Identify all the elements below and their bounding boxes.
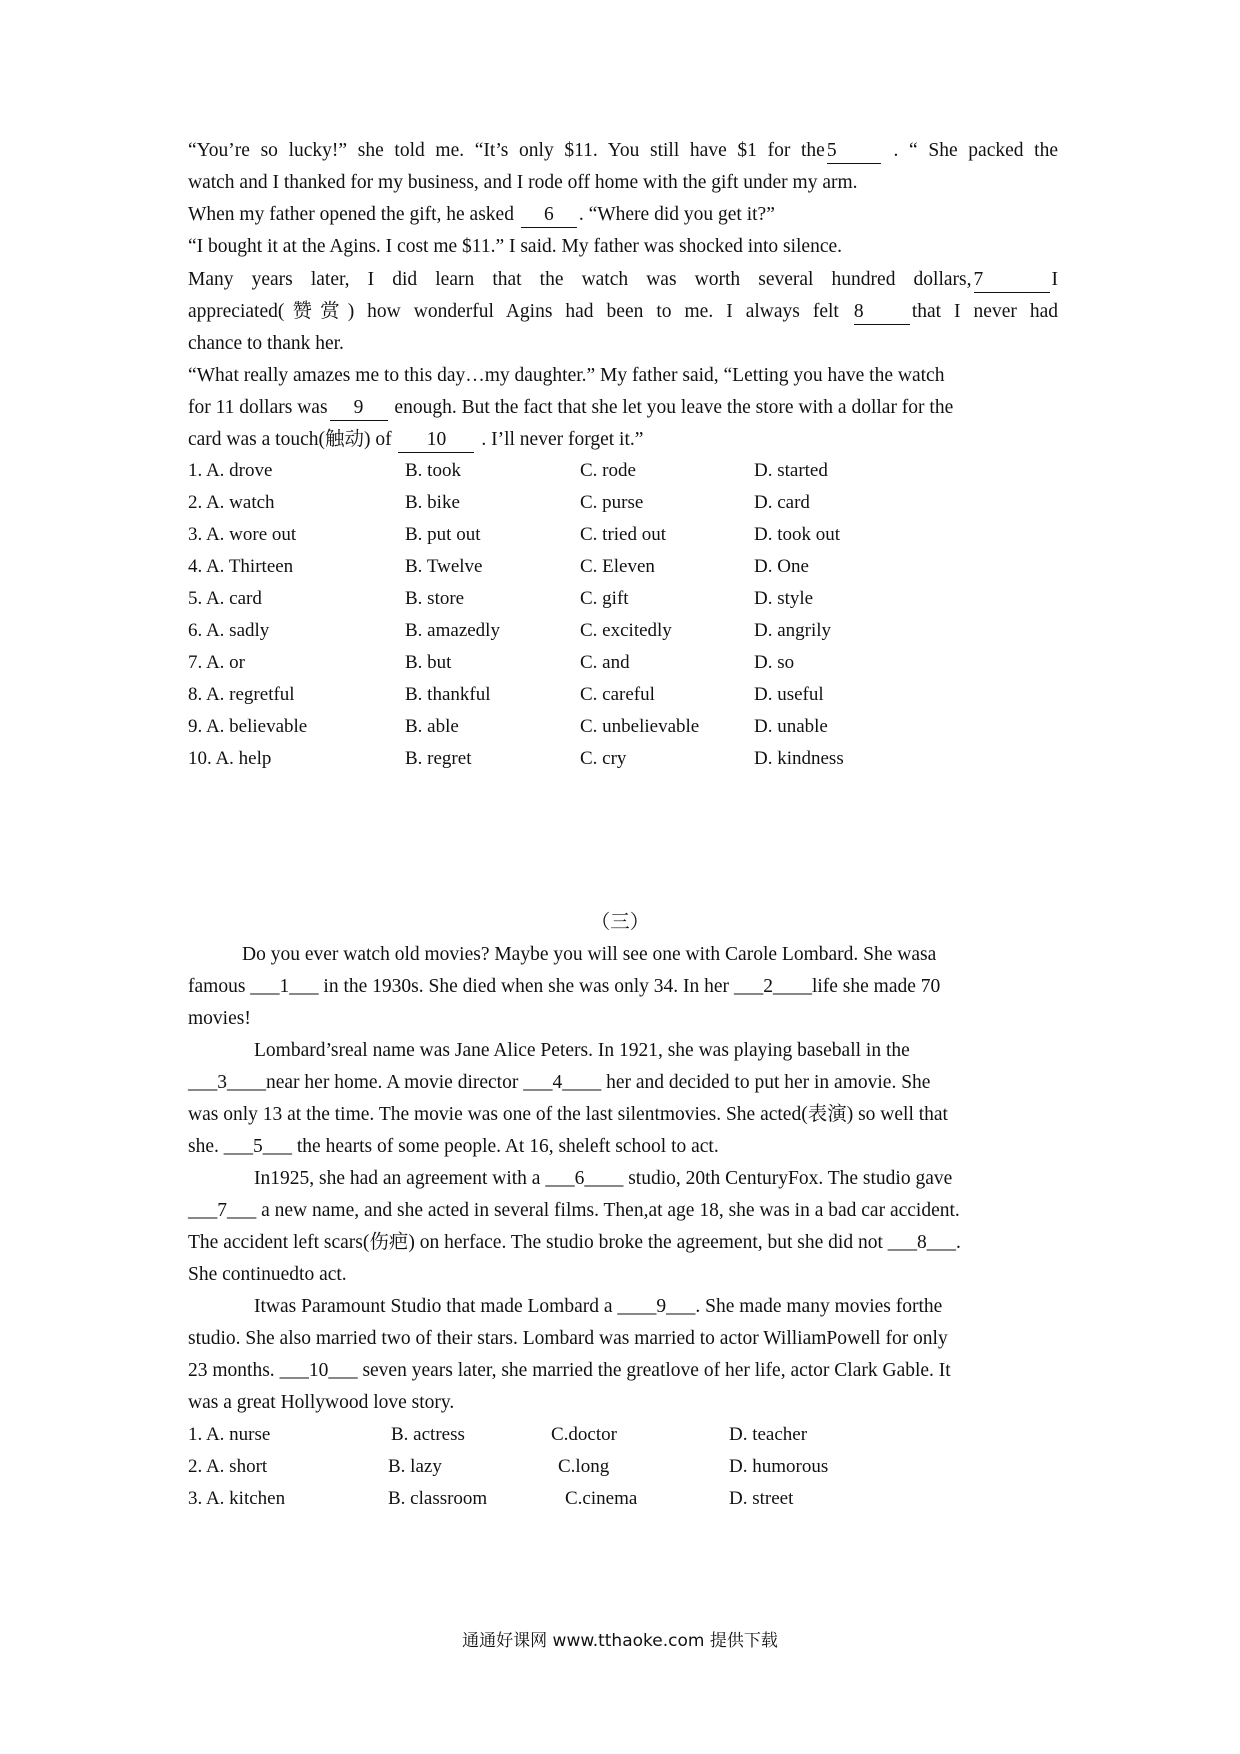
option-a[interactable]: 5. A. card <box>188 588 262 609</box>
option-b[interactable]: B. amazedly <box>405 620 500 641</box>
option-d[interactable]: D. street <box>729 1488 794 1509</box>
option-d[interactable]: D. card <box>754 492 810 513</box>
blank[interactable]: ___3____ <box>188 1072 266 1093</box>
blank[interactable]: ___6____ <box>545 1168 624 1189</box>
option-row <box>188 549 1088 585</box>
passage-line: Many years later, I did learn that the watch was worth several hundred dollars, 7 I <box>188 262 1058 298</box>
option-c[interactable]: C. gift <box>580 588 629 609</box>
option-a[interactable]: 8. A. regretful <box>188 684 295 705</box>
option-row <box>188 613 1088 649</box>
passage-line: “You’re so lucky!” she told me. “It’s only $11. You still have $1 for the 5 . “ She packed the <box>188 133 1058 169</box>
option-b[interactable]: B. regret <box>405 748 472 769</box>
option-a[interactable]: 1. A. nurse <box>188 1424 271 1445</box>
option-row <box>188 1417 1088 1453</box>
option-c[interactable]: C. careful <box>580 684 655 705</box>
option-b[interactable]: B. able <box>405 716 459 737</box>
passage-line: was only 13 at the time. The movie was one of the last silentmovies. She acted(表演) so well that <box>188 1104 948 1125</box>
option-b[interactable]: B. thankful <box>405 684 491 705</box>
option-a[interactable]: 9. A. believable <box>188 716 308 737</box>
option-d[interactable]: D. unable <box>754 716 828 737</box>
option-d[interactable]: D. so <box>754 652 795 673</box>
passage-line: chance to thank her. <box>188 333 344 354</box>
passage-line: ___7___ a new name, and she acted in several films. Then,at age 18, she was in a bad car accident. <box>188 1200 960 1221</box>
option-d[interactable]: D. angrily <box>754 620 832 641</box>
passage-line: studio. She also married two of their stars. Lombard was married to actor WilliamPowell for only <box>188 1328 948 1349</box>
passage-line: Do you ever watch old movies? Maybe you will see one with Carole Lombard. She wasa <box>242 944 937 965</box>
blank[interactable]: ___5___ <box>223 1136 292 1157</box>
option-row <box>188 677 1088 713</box>
passage-line: appreciated(赞赏) how wonderful Agins had been to me. I always felt 8 that I never had <box>188 294 1058 330</box>
option-row <box>188 485 1088 521</box>
option-b[interactable]: B. took <box>405 460 461 481</box>
option-row <box>188 517 1088 553</box>
option-b[interactable]: B. Twelve <box>405 556 483 577</box>
blank[interactable]: 6 <box>521 203 577 228</box>
option-row <box>188 1481 1088 1517</box>
passage-line: In1925, she had an agreement with a ___6____ studio, 20th CenturyFox. The studio gave <box>254 1168 953 1189</box>
blank[interactable]: 8 <box>854 300 910 325</box>
option-d[interactable]: D. humorous <box>729 1456 829 1477</box>
option-b[interactable]: B. bike <box>405 492 460 513</box>
option-a[interactable]: 2. A. watch <box>188 492 275 513</box>
option-a[interactable]: 10. A. help <box>188 748 272 769</box>
passage-line: The accident left scars(伤疤) on herface. The studio broke the agreement, but she did not ___8___. <box>188 1232 961 1253</box>
option-a[interactable]: 2. A. short <box>188 1456 268 1477</box>
passage-line: for 11 dollars was 9 enough. But the fact that she let you leave the store with a dollar for the <box>188 390 953 426</box>
blank[interactable]: ____9___ <box>617 1296 696 1317</box>
option-d[interactable]: D. One <box>754 556 809 577</box>
option-d[interactable]: D. took out <box>754 524 841 545</box>
option-c[interactable]: C. Eleven <box>580 556 655 577</box>
option-c[interactable]: C. unbelievable <box>580 716 700 737</box>
option-a[interactable]: 1. A. drove <box>188 460 273 481</box>
passage-line: she. ___5___ the hearts of some people. At 16, sheleft school to act. <box>188 1136 719 1157</box>
blank[interactable]: ___10___ <box>279 1360 358 1381</box>
passage-line: ___3____near her home. A movie director ___4____ her and decided to put her in amovie. She <box>188 1072 931 1093</box>
page-footer: 通通好课网 www.tthaoke.com 提供下载 <box>462 1631 778 1651</box>
option-c[interactable]: C. tried out <box>580 524 667 545</box>
option-d[interactable]: D. kindness <box>754 748 844 769</box>
option-b[interactable]: B. store <box>405 588 465 609</box>
passage-line: card was a touch(触动) of 10 . I’ll never forget it.” <box>188 422 643 458</box>
option-d[interactable]: D. started <box>754 460 828 481</box>
passage-line: 23 months. ___10___ seven years later, she married the greatlove of her life, actor Clark Gable. It <box>188 1360 951 1381</box>
option-b[interactable]: B. actress <box>391 1424 465 1445</box>
option-b[interactable]: B. lazy <box>388 1456 442 1477</box>
option-c[interactable]: C. rode <box>580 460 636 481</box>
passage-line: was a great Hollywood love story. <box>188 1392 455 1413</box>
option-c[interactable]: C.cinema <box>565 1488 638 1509</box>
option-d[interactable]: D. teacher <box>729 1424 808 1445</box>
option-row <box>188 741 1088 777</box>
option-row <box>188 709 1088 745</box>
passage-line: Lombard’sreal name was Jane Alice Peters. In 1921, she was playing baseball in the <box>254 1040 910 1061</box>
option-a[interactable]: 3. A. wore out <box>188 524 297 545</box>
option-c[interactable]: C. cry <box>580 748 627 769</box>
blank[interactable]: ___7___ <box>188 1200 257 1221</box>
passage-line: famous ___1___ in the 1930s. She died when she was only 34. In her ___2____life she made 70 <box>188 976 941 997</box>
option-b[interactable]: B. but <box>405 652 452 673</box>
option-a[interactable]: 7. A. or <box>188 652 245 673</box>
blank[interactable]: ___8___ <box>887 1232 957 1253</box>
blank[interactable]: ___1___ <box>250 976 319 997</box>
option-d[interactable]: D. useful <box>754 684 824 705</box>
blank[interactable]: ___2____ <box>733 976 812 997</box>
blank[interactable]: 10 <box>398 428 474 453</box>
option-c[interactable]: C.long <box>558 1456 610 1477</box>
blank[interactable]: 5 <box>827 139 881 164</box>
option-c[interactable]: C. excitedly <box>580 620 672 641</box>
section-title: （三） <box>590 912 650 933</box>
passage-line: movies! <box>188 1008 251 1029</box>
option-c[interactable]: C. and <box>580 652 630 673</box>
passage-line: When my father opened the gift, he asked 6 . “Where did you get it?” <box>188 197 775 233</box>
passage-line: She continuedto act. <box>188 1264 347 1285</box>
passage-line: Itwas Paramount Studio that made Lombard a ____9___. She made many movies forthe <box>254 1296 943 1317</box>
option-a[interactable]: 4. A. Thirteen <box>188 556 294 577</box>
option-c[interactable]: C. purse <box>580 492 644 513</box>
option-row <box>188 453 1088 489</box>
option-row <box>188 1449 1088 1485</box>
passage-line: “I bought it at the Agins. I cost me $11.” I said. My father was shocked into silence. <box>188 236 843 257</box>
option-a[interactable]: 6. A. sadly <box>188 620 270 641</box>
option-d[interactable]: D. style <box>754 588 814 609</box>
blank[interactable]: ___4____ <box>523 1072 602 1093</box>
passage-line: “What really amazes me to this day…my daughter.” My father said, “Letting you have the watch <box>188 365 945 386</box>
blank[interactable]: 7 <box>974 268 1050 293</box>
option-row <box>188 645 1088 681</box>
blank[interactable]: 9 <box>330 396 388 421</box>
option-b[interactable]: B. classroom <box>388 1488 488 1509</box>
passage-line: watch and I thanked for my business, and I rode off home with the gift under my arm. <box>188 172 858 193</box>
option-a[interactable]: 3. A. kitchen <box>188 1488 286 1509</box>
option-b[interactable]: B. put out <box>405 524 481 545</box>
option-c[interactable]: C.doctor <box>551 1424 617 1445</box>
option-row <box>188 581 1088 617</box>
